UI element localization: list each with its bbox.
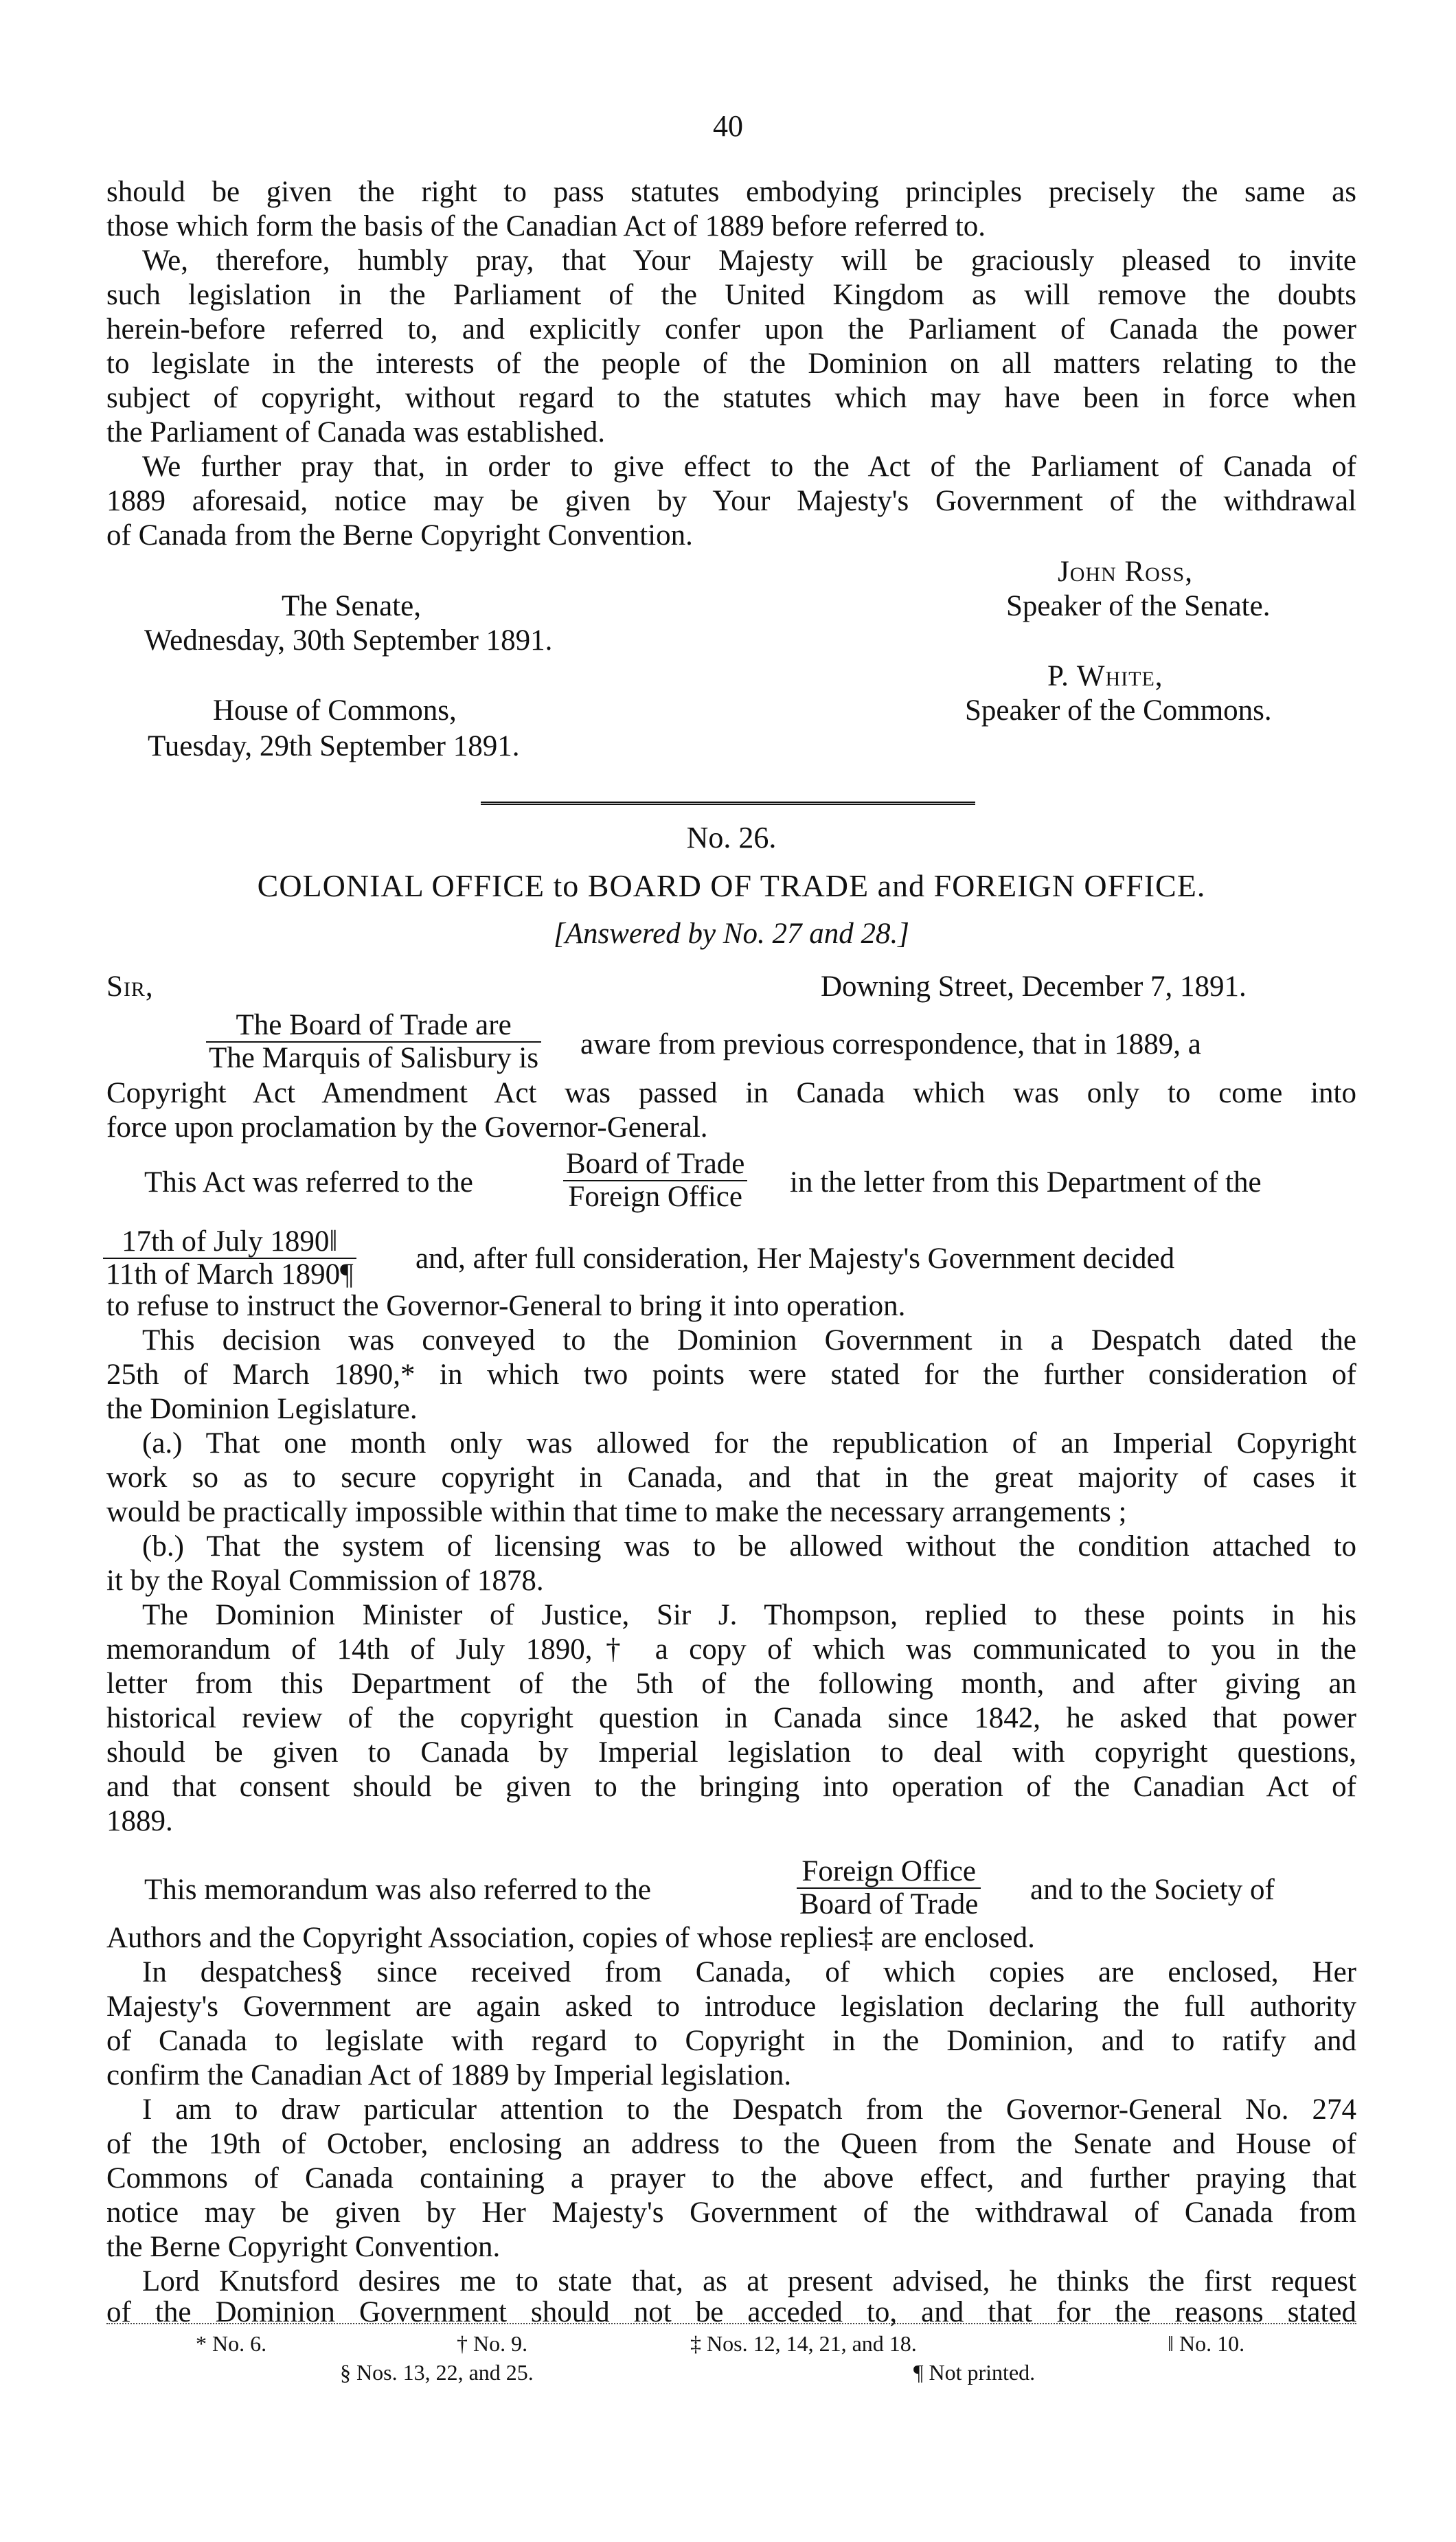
text-line: historical review of the copyright question in Canada since 1842, he asked that power	[106, 1702, 1356, 1734]
text-line: to refuse to instruct the Governor-General to bring it into operation.	[106, 1290, 906, 1322]
text-line: the Dominion Legislature.	[106, 1393, 418, 1425]
footnote: * No. 6.	[196, 2331, 267, 2356]
text-line: force upon proclamation by the Governor-General.	[106, 1111, 708, 1144]
alternative-addressee-fraction	[206, 1010, 541, 1074]
text-line: it by the Royal Commission of 1878.	[106, 1565, 544, 1597]
text-line: letter from this Department of the 5th of the following month, and after giving an	[106, 1668, 1356, 1700]
text-line: herein-before referred to, and explicitly confer upon the Parliament of Canada the power	[106, 313, 1356, 345]
text-line: aware from previous correspondence, that in 1889, a	[580, 1028, 1201, 1060]
text-line: 1889 aforesaid, notice may be given by Your Majesty's Government of the withdrawal	[106, 485, 1356, 517]
text-line: We, therefore, humbly pray, that Your Majesty will be graciously pleased to invite	[142, 245, 1356, 277]
text-line: should be given to Canada by Imperial legislation to deal with copyright questions,	[106, 1736, 1356, 1769]
text-line: work so as to secure copyright in Canada, and that in the great majority of cases it	[106, 1462, 1356, 1494]
footnote: † No. 9.	[457, 2331, 528, 2356]
text-line: (a.) That one month only was allowed for the republication of an Imperial Copyright	[142, 1427, 1356, 1460]
senate-date: Wednesday, 30th September 1891.	[144, 624, 553, 657]
commons-place: House of Commons,	[213, 694, 457, 727]
fraction-top: The Board of Trade are	[206, 1010, 541, 1043]
referral-fraction	[563, 1148, 747, 1213]
text-line: would be practically impossible within that time to make the necessary arrangements ;	[106, 1496, 1127, 1528]
fraction-top: 17th of July 1890‖	[103, 1226, 356, 1259]
fraction-bottom: 11th of March 1890¶	[106, 1258, 354, 1291]
text-line: of Canada from the Berne Copyright Convention.	[106, 519, 693, 552]
text-line: (b.) That the system of licensing was to be allowed without the condition attached to	[142, 1530, 1356, 1563]
salutation: Sir,	[106, 971, 154, 1003]
text-line: subject of copyright, without regard to the statutes which may have been in force when	[106, 382, 1356, 414]
referral-fraction	[797, 1856, 981, 1920]
text-line: and that consent should be given to the bringing into operation of the Canadian Act of	[106, 1771, 1356, 1803]
text-line: This decision was conveyed to the Dominion Government in a Despatch dated the	[142, 1324, 1356, 1357]
senate-place: The Senate,	[282, 590, 421, 622]
commons-date: Tuesday, 29th September 1891.	[148, 730, 520, 762]
section-divider	[481, 802, 975, 805]
text-line: the Parliament of Canada was established.	[106, 416, 606, 449]
answered-note: [Answered by No. 27 and 28.]	[554, 918, 909, 950]
text-line: 25th of March 1890,* in which two points were stated for the further consideration of	[106, 1359, 1356, 1391]
text-line: to legislate in the interests of the people of the Dominion on all matters relating to the	[106, 348, 1356, 380]
footnote: § Nos. 13, 22, and 25.	[340, 2360, 534, 2385]
fraction-top: Foreign Office	[797, 1856, 981, 1889]
commons-speaker-name: P. White,	[1047, 660, 1163, 692]
text-line: This memorandum was also referred to the	[144, 1874, 651, 1906]
text-line: of Canada to legislate with regard to Copyright in the Dominion, and to ratify and	[106, 2025, 1356, 2057]
text-line: and, after full consideration, Her Majesty's Government decided	[416, 1242, 1175, 1275]
text-line: Authors and the Copyright Association, copies of whose replies‡ are enclosed.	[106, 1922, 1035, 1954]
document-number: No. 26.	[686, 821, 777, 854]
text-line: the Berne Copyright Convention.	[106, 2231, 501, 2263]
footnote: ‖ No. 10.	[1168, 2331, 1245, 2356]
letter-date-fraction	[103, 1226, 356, 1291]
text-line: notice may be given by Her Majesty's Government of the withdrawal of Canada from	[106, 2197, 1356, 2229]
text-line: memorandum of 14th of July 1890,† a copy of which was communicated to you in the	[106, 1633, 1356, 1666]
fraction-bottom: Board of Trade	[799, 1888, 979, 1920]
text-line: We further pray that, in order to give effect to the Act of the Parliament of Canada of	[142, 451, 1356, 483]
text-line: of the 19th of October, enclosing an address to the Queen from the Senate and House of	[106, 2128, 1356, 2160]
text-line: Copyright Act Amendment Act was passed in Canada which was only to come into	[106, 1077, 1356, 1109]
fraction-bottom: The Marquis of Salisbury is	[209, 1042, 539, 1074]
fraction-bottom: Foreign Office	[568, 1181, 742, 1213]
text-line: such legislation in the Parliament of the United Kingdom as will remove the doubts	[106, 279, 1356, 311]
senate-speaker-name: John Ross,	[1058, 556, 1193, 588]
text-line: This Act was referred to the	[144, 1166, 473, 1199]
fraction-top: Board of Trade	[563, 1148, 747, 1181]
senate-speaker-title: Speaker of the Senate.	[1006, 590, 1271, 622]
text-line: and to the Society of	[1030, 1874, 1275, 1906]
text-line: Lord Knutsford desires me to state that, as at present advised, he thinks the first request	[142, 2265, 1356, 2297]
text-line: Commons of Canada containing a prayer to the above effect, and further praying that	[106, 2162, 1356, 2194]
text-line: confirm the Canadian Act of 1889 by Imperial legislation.	[106, 2059, 792, 2091]
text-line: The Dominion Minister of Justice, Sir J. Thompson, replied to these points in his	[142, 1599, 1356, 1631]
text-line: in the letter from this Department of the	[790, 1166, 1262, 1199]
footnote: ‡ Nos. 12, 14, 21, and 18.	[690, 2331, 917, 2356]
page-number: 40	[713, 109, 743, 143]
text-line: Majesty's Government are again asked to introduce legislation declaring the full authority	[106, 1990, 1356, 2023]
document-heading: COLONIAL OFFICE to BOARD OF TRADE and FOREIGN OFFICE.	[257, 868, 1206, 903]
text-line: I am to draw particular attention to the Despatch from the Governor-General No. 274	[142, 2093, 1356, 2126]
footnote: ¶ Not printed.	[913, 2360, 1036, 2385]
commons-speaker-title: Speaker of the Commons.	[965, 694, 1272, 727]
footnote-divider	[106, 2323, 1356, 2324]
place-date: Downing Street, December 7, 1891.	[821, 971, 1247, 1003]
text-line: of the Dominion Government should not be acceded to, and that for the reasons stated	[106, 2296, 1356, 2328]
text-line: those which form the basis of the Canadian Act of 1889 before referred to.	[106, 210, 986, 242]
text-line: 1889.	[106, 1805, 173, 1837]
text-line: In despatches§ since received from Canada, of which copies are enclosed, Her	[142, 1956, 1356, 1988]
text-line: should be given the right to pass statutes embodying principles precisely the same as	[106, 176, 1356, 208]
